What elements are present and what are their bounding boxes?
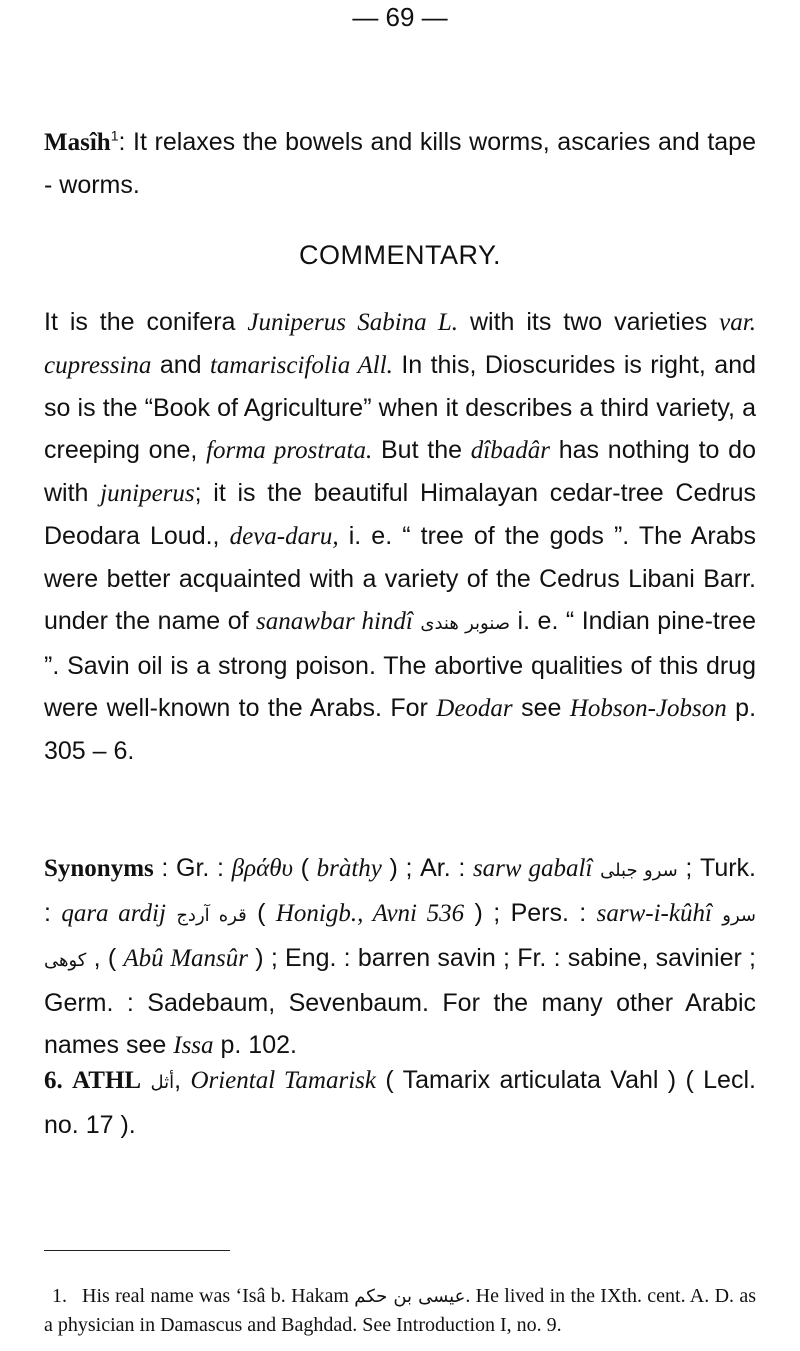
text-run: p. 305 – 6. [44,694,757,765]
turkish-transliteration: qara ardij [61,900,166,927]
term-athl: ATHL [72,1067,142,1094]
text-run: ; it is the beautiful Himalayan cedar-tree Cedrus Deodara Loud., [44,479,756,550]
text-run: has nothing to do with [44,436,756,507]
text-run: i. e. “ Indian pine-tree ”. Savin oil is a strong poison. The abortive qualities of this drug were well-known to the Arabs. For [44,607,756,722]
common-name: Oriental Tamarisk [190,1067,376,1094]
text-run: In this, Dioscurides is right, and so is the “Book of Agriculture” when it describes a third variety, a creeping one, [44,351,756,464]
text-run: ; Turk. : [44,854,757,927]
ref-hobson-jobson: Hobson-Jobson [569,695,727,722]
footnote-ref: 1 [110,127,119,144]
commentary-paragraph [44,301,756,772]
text-run: But the [372,436,471,464]
entry-athl [44,1059,756,1146]
arabic-sanawbar-hindi: صنوبر هندى [420,613,511,634]
text-run: It is the conifera [44,308,248,336]
term-juniperus: juniperus [100,480,195,507]
footnote-divider [44,1250,230,1251]
arabic-transliteration: sarw gabalî [472,855,593,882]
term-deodar: Deodar [436,695,513,722]
term-deva-daru: deva-daru, [229,523,339,550]
ref-honigberger: Honigb., Avni 536 [275,900,465,927]
term-dibadar: dîbadâr [470,437,550,464]
text-run: p. 102. [213,1031,297,1059]
variety-name: tamariscifolia All. [209,352,393,379]
synonyms-label: Synonyms [44,855,154,882]
term-sanawbar-hindi: sanawbar hindî [256,608,413,635]
form-name: forma prostrata. [206,437,373,464]
turkish-script: قره آردج [176,905,247,926]
page-number: — 69 — [352,2,448,32]
text-run: i. e. “ tree of the gods ”. The Arabs were better acquainted with a variety of the Cedrus Libani Barr. under the name of [44,522,756,635]
text-run: His real name was ‘Isâ b. Hakam [82,1285,355,1307]
text-run: ( [246,899,276,927]
text-run: , ( [86,944,124,972]
species-name: Juniperus Sabina L. [247,309,459,336]
synonyms-paragraph [44,847,756,1067]
persian-script: سرو كوهى [44,905,756,971]
text-run: . He lived in the IXth. cent. A. D. as a physician in Damascus and Baghdad. See Introduction I, no. 9. [44,1285,757,1336]
footnote-number: 1. [52,1285,67,1307]
text-run: , [174,1066,191,1094]
text-run: and [151,351,210,379]
ref-abu-mansur: Abû Mansûr [123,945,248,972]
entry-number: 6. [44,1067,63,1094]
text-run: with its two varieties [458,308,720,336]
arabic-sarw-gabali: سرو جبلى [600,860,678,881]
footnote [44,1282,756,1339]
text-run: ( Tamarix articulata Vahl ) ( Lecl. no. 17 ). [44,1066,756,1139]
persian-transliteration: sarw-i-kûhî [596,900,712,927]
commentary-heading: COMMENTARY. [298,240,502,270]
variety-name: var. cupressina [44,309,756,379]
masih-text: : It relaxes the bowels and kills worms, ascaries and tape - worms. [44,128,756,199]
term-masih: Masîh [44,129,111,156]
text-run: ) ; Pers. : [464,899,597,927]
text-run: ) ; Eng. : barren savin ; Fr. : sabine, savinier ; Germ. : Sadebaum, Sevenbaum. For the many other Arabic names see [44,944,756,1059]
arabic-name: عيسى بن حكم [354,1286,466,1307]
text-run: ) ; Ar. : [381,854,473,882]
text-run: ( [292,854,317,882]
text-run: : Gr. : [153,854,232,882]
ref-issa: Issa [173,1032,214,1059]
text-run: see [512,694,570,722]
greek-word: βράθυ [231,855,293,882]
greek-transliteration: bràthy [316,855,382,882]
arabic-athl: أثل [150,1072,175,1093]
paragraph-masih [44,121,756,206]
